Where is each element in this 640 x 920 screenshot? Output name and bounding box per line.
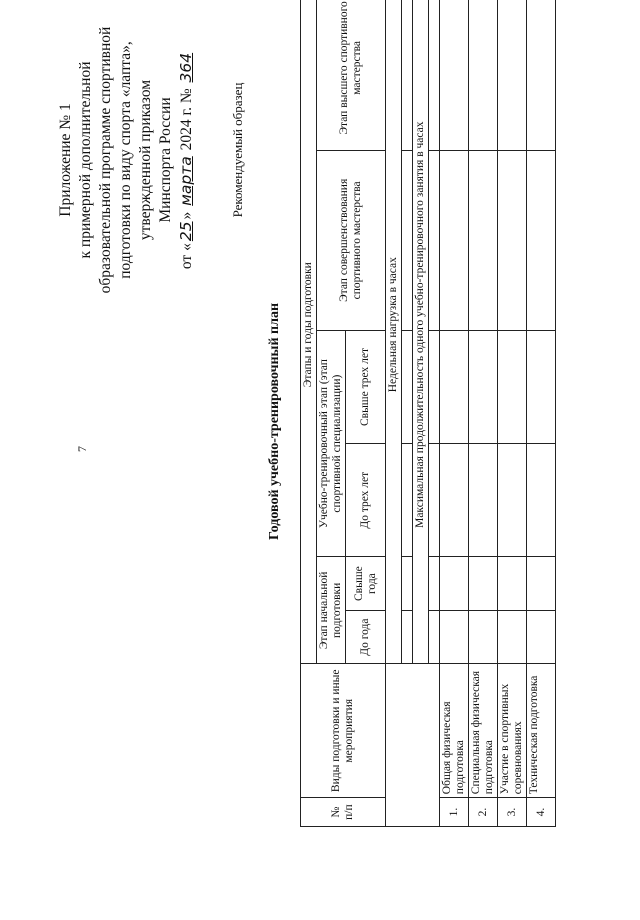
sub-up-to-three: До трех лет [346,444,386,557]
date-mid: » [178,211,195,220]
appendix-date-line [176,0,197,325]
row-label: Техническая подготовка [527,664,556,798]
header-stage-training: Учебно-тренировочный этап (этап спортивной специализации) [317,330,346,556]
header-stage-improvement: Этап совершенствования спортивного мастерства [317,150,386,330]
table-row [498,0,527,827]
appendix-line-4: подготовки по виду спорта «лапта», [117,41,134,279]
blank-side-cell [386,664,440,827]
max-duration: Максимальная продолжительность одного учебно-тренировочного занятия в часах [413,0,429,664]
table-row [469,0,498,827]
appendix-line-2: к примерной дополнительной [77,61,94,259]
order-number: 364 [177,52,195,83]
appendix-block [56,0,197,325]
row-num: 2. [469,798,498,827]
sub-up-to-year: До года [346,610,386,664]
row-num: 1. [440,798,469,827]
table-row [527,0,556,827]
date-day: 25 [177,221,195,242]
row-label: Участие в спортивных соревнованиях [498,664,527,798]
appendix-line-3: образовательной программе спортивной [97,26,114,294]
sub-over-year: Свыше года [346,557,386,611]
plan-table [300,0,556,827]
recommended-sample: Рекомендуемый образец [230,82,245,218]
date-year: 2024 г. № [178,88,195,151]
date-prefix: от « [178,243,195,270]
plan-title: Годовой учебно-тренировочный план [267,302,282,540]
header-stage-initial: Этап начальной подготовки [317,557,346,664]
appendix-line-6: Минспорта России [157,97,174,223]
table-row [440,0,469,827]
page-number: 7 [75,446,89,452]
header-stage-highest: Этап высшего спортивного мастерства [317,0,386,150]
header-num: № п/п [301,798,386,827]
row-num: 3. [498,798,527,827]
weekly-load: Недельная нагрузка в часах [386,0,402,664]
row-label: Общая физическая подготовка [440,664,469,798]
row-num: 4. [527,798,556,827]
header-stages: Этапы и годы подготовки [301,0,317,664]
appendix-line-1: Приложение № 1 [57,103,74,217]
appendix-line-5: утвержденной приказом [137,79,154,241]
sub-over-three: Свыше трех лет [346,330,386,443]
row-label: Специальная физическая подготовка [469,664,498,798]
header-kind: Виды подготовки и иные мероприятия [301,664,386,798]
date-month: марта [177,156,195,206]
